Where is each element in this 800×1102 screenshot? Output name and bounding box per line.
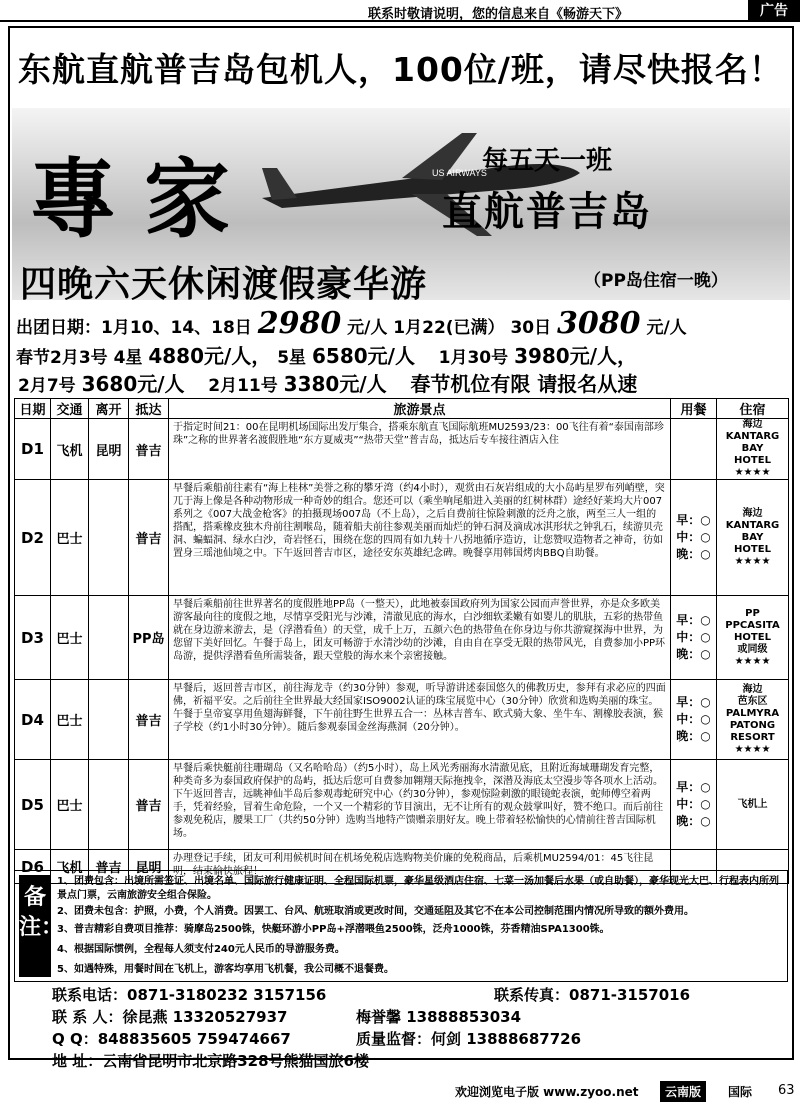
hotel-cell: 海边 KANTARG BAY HOTEL ★★★★ — [717, 480, 789, 596]
transport-cell: 巴士 — [51, 680, 89, 760]
direct-flight-label: 直航普吉岛 — [442, 189, 652, 235]
to-cell: 昆明 — [129, 850, 169, 884]
to-cell: 普吉 — [129, 760, 169, 850]
airline-logo-text: US AIRWAYS — [432, 168, 487, 178]
feb11-label: 2月11号 — [208, 376, 278, 396]
top-bar — [0, 0, 800, 22]
table-row — [15, 596, 789, 680]
person-label: 联 系 人： — [52, 1008, 123, 1026]
contact-fax-row — [494, 984, 690, 1005]
from-cell — [89, 480, 129, 596]
price1-unit: 元/人 1月22(已满） 30日 — [347, 318, 552, 338]
column-header: 离开 — [89, 399, 129, 419]
to-cell: 普吉 — [129, 680, 169, 760]
contact-phone-row — [52, 984, 326, 1005]
hotel-cell: 海边 KANTARG BAY HOTEL ★★★★ — [717, 419, 789, 480]
headline: 东航直航普吉岛包机人，100位/班，请尽快报名！ — [18, 50, 783, 89]
contact-person-row — [52, 1006, 287, 1027]
from-cell: 昆明 — [89, 419, 129, 480]
transport-cell: 巴士 — [51, 480, 89, 596]
itinerary-table — [14, 398, 789, 884]
tour-title: 四晚六天休闲渡假豪华游 — [20, 264, 428, 300]
feb11-price: 3380元/人 — [283, 372, 387, 396]
footer — [0, 1080, 800, 1100]
to-cell: 普吉 — [129, 419, 169, 480]
transport-cell: 飞机 — [51, 419, 89, 480]
contact-address-row — [52, 1050, 369, 1071]
table-row — [15, 760, 789, 850]
desc-cell: 早餐后乘船前往世界著名的度假胜地PP岛（一整天），此地被泰国政府列为国家公园而声誉世界，亦是众多欧美游客最向往的度假之地，尽情享受阳光与沙滩，清澈见底的海水，白沙细软柔嫩有如婴儿的肌肤，五彩的热带鱼就在身边游来游去，是（浮潜看鱼）的天堂，成千上万，五颜六色的热带鱼在你身边与你共游窥探海中世界，为您留下美好回忆。午餐于岛上，团友可畅游于水清沙幼的沙滩，自由自在享受无限的热带风光，自费参加小PP环岛游，提供浮潜看鱼所需装备，跟天堂般的海水来个亲密接触。 — [169, 596, 671, 680]
fax-label: 联系传真： — [494, 986, 570, 1004]
meal-cell — [671, 419, 717, 480]
phone-value: 0871-3180232 3157156 — [127, 986, 327, 1004]
day-cell: D1 — [15, 419, 51, 480]
banner — [12, 108, 790, 300]
transport-cell: 巴士 — [51, 760, 89, 850]
qq-label: Q Q： — [52, 1030, 98, 1048]
remark-item: 1、团费包含：出境所需签证、出境名单、国际旅行健康证明、全程国际机票，豪华星级酒店住宿、七菜一汤加餐后水果（或自助餐），豪华现光大巴、行程表内所列景点门票，云南旅游安全组合保险。 — [57, 876, 779, 901]
day-cell: D4 — [15, 680, 51, 760]
table-header — [15, 399, 789, 419]
remarks-tag: 备注： — [19, 875, 51, 977]
from-cell — [89, 596, 129, 680]
hotel-cell: 飞机上 — [717, 760, 789, 850]
contact-supervise-row — [356, 1028, 581, 1049]
edition-badge: 云南版 — [660, 1081, 706, 1102]
qq-value: 848835605 759474667 — [97, 1030, 291, 1048]
spring-seats-notice: 春节机位有限 请报名从速 — [410, 372, 638, 396]
spring-4star-label: 春节2月3号 4星 — [16, 348, 143, 368]
remark-item: 3、普吉精彩自费项目推荐：骑摩岛2500铢，快艇环游小PP岛+浮潜喂鱼2500铢，泛舟1000铢，芬香精油SPA1300铢。 — [57, 924, 610, 935]
meal-cell: 早：○ 中：○ 晚：○ — [671, 760, 717, 850]
spring-5star-price: 6580元/人 — [311, 344, 415, 368]
person1-value: 徐昆燕 13320527937 — [122, 1008, 288, 1026]
day-cell: D6 — [15, 850, 51, 884]
spring-5star-label: 5星 — [277, 348, 307, 368]
table-row — [15, 480, 789, 596]
remark-item: 5、如遇特殊，用餐时间在飞机上，游客均享用飞机餐，我公司概不退餐费。 — [57, 964, 394, 975]
ad-label: 广告 — [748, 0, 800, 22]
price-row-1 — [16, 306, 687, 341]
price-2980: 2980 — [257, 306, 342, 341]
desc-cell: 早餐后乘船前往素有“海上桂林”美誉之称的攀牙湾（约4小时），观赏由石灰岩组成的大小岛屿星罗布列峭壁，突兀于海上像是各种动物形成一种奇妙的组合。您还可以（乘坐响尾船进入美丽的红树林群）途经好莱坞大片007系列之《007大战金枪客》的拍摄现场007岛（不上岛），之后自费前往惊险刺激的泛舟之旅，两至三人一组的搭配，搭乘橡皮独木舟前往割喉岛，随着船夫前往参观美丽而灿烂的钟石洞及滴成冰淇形状之钟乳石，续游贝壳洞、蝙蝠洞、绿水白沙，奇岩怪石，围绕在您的四周有如九转十八拐地循序造访，让您赞叹造物者之神奇，彷如置身三瑶池仙境之中。下午返回普吉市区，途径安东英雄纪念碑。晚餐享用韩国烤肉BBQ自助餐。 — [169, 480, 671, 596]
meal-cell: 早：○ 中：○ 晚：○ — [671, 680, 717, 760]
source-notice: 联系时敬请说明，您的信息来自《畅游天下》 — [368, 7, 629, 22]
day-cell: D3 — [15, 596, 51, 680]
desc-cell: 早餐后，返回普吉市区，前往海龙寺（约30分钟）参观，听导游讲述泰国悠久的佛教历史，参拜有求必应的四面佛，祈福平安。之后前往全世界最大经国家ISO9002认证的珠宝展览中心（30分钟）欣赏和选购美丽的珠宝。午餐于皇帝宴享用鱼翅海鲜餐，下午前往野生世界五合一：丛林吉普车、欧式骑大象、坐牛车、割橡胶表演，猴子学校（约1小时30分钟）。随后参观泰国金丝海燕洞（20分钟）。 — [169, 680, 671, 760]
column-header: 日期 — [15, 399, 51, 419]
hotel-cell: PP PPCASITA HOTEL 或同级 ★★★★ — [717, 596, 789, 680]
remark-item: 4、根据国际惯例，全程每人须支付240元人民币的导游服务费。 — [57, 944, 345, 955]
jan30-price: 3980元/人， — [514, 344, 638, 368]
website-link[interactable]: 欢迎浏览电子版 www.zyoo.net — [455, 1085, 639, 1099]
hotel-cell: 海边 芭东区 PALMYRA PATONG RESORT ★★★★ — [717, 680, 789, 760]
remarks-box — [14, 870, 788, 982]
table-row — [15, 680, 789, 760]
spring-4star-price: 4880元/人， — [148, 344, 272, 368]
desc-cell: 办理登记手续，团友可利用候机时间在机场免税店选购物美价廉的免税商品，后乘机MU2594/01：45飞往昆明，结束愉快旅程！ — [169, 850, 671, 884]
to-cell: 普吉 — [129, 480, 169, 596]
fax-value: 0871-3157016 — [569, 986, 691, 1004]
from-cell — [89, 760, 129, 850]
feb7-label: 2月7号 — [18, 376, 76, 396]
address-value: 云南省昆明市北京路328号熊猫国旅6楼 — [102, 1052, 369, 1070]
page-number: 63 — [778, 1083, 795, 1098]
person2-value: 梅誉馨 13888853034 — [356, 1008, 522, 1026]
remark-item: 2、团费未包含：护照，小费，个人消费。因罢工、台风、航班取消或更改时间，交通延阻及其它不在本公司控制范围内情况所导致的额外费用。 — [57, 906, 694, 917]
price2-unit: 元/人 — [646, 318, 687, 338]
frequency-label: 每五天一班 — [482, 146, 613, 176]
column-header: 抵达 — [129, 399, 169, 419]
meal-cell: 早：○ 中：○ 晚：○ — [671, 480, 717, 596]
table-row — [15, 419, 789, 480]
tour-note: （PP岛住宿一晚） — [584, 271, 728, 291]
departure-dates: 出团日期：1月10、14、18日 — [16, 318, 252, 338]
meal-cell: 早：○ 中：○ 晚：○ — [671, 596, 717, 680]
section-label: 国际 — [728, 1085, 753, 1099]
supervise-label: 质量监督： — [356, 1030, 432, 1048]
column-header: 旅游景点 — [169, 399, 671, 419]
day-cell: D5 — [15, 760, 51, 850]
jan30-label: 1月30号 — [438, 348, 509, 368]
column-header: 用餐 — [671, 399, 717, 419]
from-cell — [89, 680, 129, 760]
phone-label: 联系电话： — [52, 986, 128, 1004]
desc-cell: 于指定时间21：00在昆明机场国际出发厅集合，搭乘东航直飞国际航班MU2593/23：00飞往有着“泰国南部珍珠”之称的世界著名渡假胜地“东方夏威夷”“热带天堂”普吉岛，抵达后专车接往酒店入住 — [169, 419, 671, 480]
column-header: 交通 — [51, 399, 89, 419]
address-label: 地 址： — [52, 1052, 103, 1070]
desc-cell: 早餐后乘快艇前往珊瑚岛（又名哈哈岛）（约5小时），岛上风光秀丽海水清澈见底，且附近海域珊瑚发育完整，种类奇多为泰国政府保护的岛屿，抵达后您可自费参加翱翔天际拖拽伞，深潜及海底太空漫步等各项水上活动。下午返回普吉，远眺神仙半岛后参观毒蛇研究中心（约30分钟），参观惊险刺激的眼镜蛇表演，蛇师傅空着两手，凭着经验，冒着生命危险，一个又一个精彩的节目演出，无不让所有的观众鼓掌叫好，赞不绝口。而后前往参观免税店，腰果工厂（共约50分钟）选购当地特产馈赠亲朋好友。晚上带着轻松愉快的心情前往普吉国际机场。 — [169, 760, 671, 850]
feb7-price: 3680元/人 — [81, 372, 185, 396]
day-cell: D2 — [15, 480, 51, 596]
price-row-3 — [18, 368, 637, 397]
transport-cell: 飞机 — [51, 850, 89, 884]
from-cell: 普吉 — [89, 850, 129, 884]
supervise-value: 何剑 13888687726 — [431, 1030, 582, 1048]
price-row-2 — [16, 340, 637, 369]
transport-cell: 巴士 — [51, 596, 89, 680]
to-cell: PP岛 — [129, 596, 169, 680]
zhuanjia-title: 專家 — [30, 149, 258, 250]
column-header: 住宿 — [717, 399, 789, 419]
contact-person2 — [356, 1006, 521, 1027]
contact-qq-row — [52, 1028, 291, 1049]
price-3080: 3080 — [557, 306, 641, 341]
